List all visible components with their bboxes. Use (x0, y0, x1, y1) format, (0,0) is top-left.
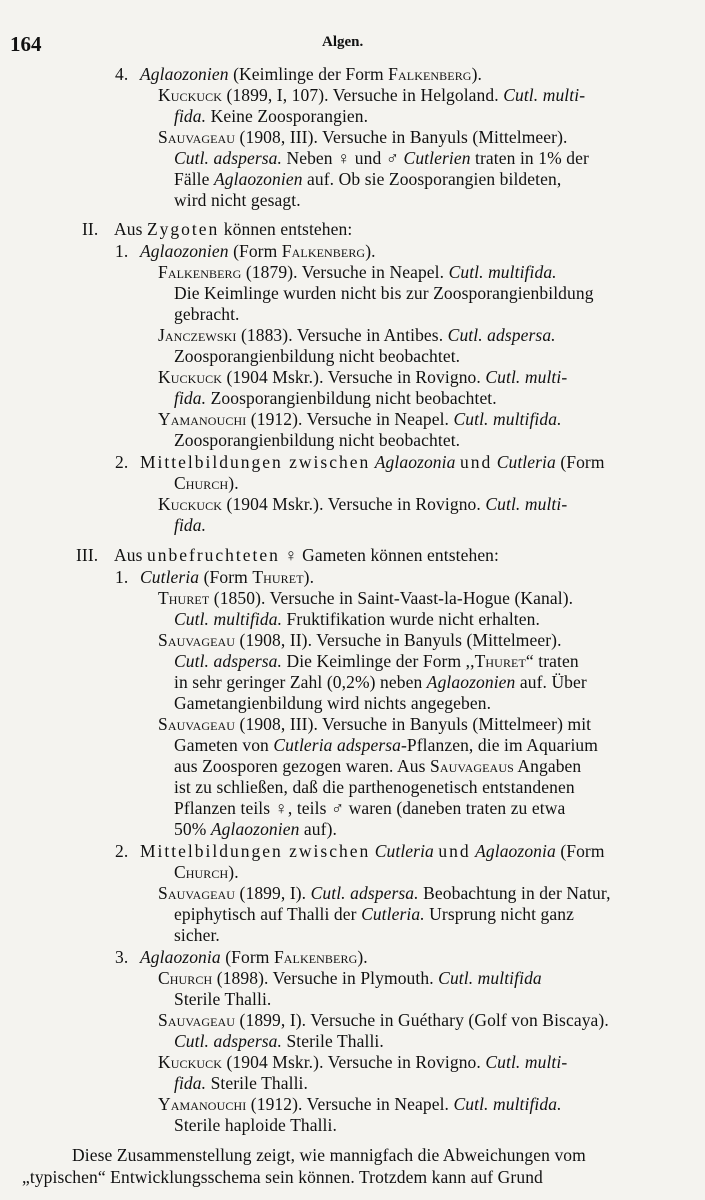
text-line: Cutl. adspersa. Neben ♀ und ♂ Cutlerien traten in 1% der (174, 148, 589, 168)
text-line: 50% Aglaozonien auf). (174, 819, 337, 839)
citation-church-1898: Church (1898). Versuche in Plymouth. Cutl. multifida (158, 968, 542, 988)
text-line: sicher. (174, 925, 220, 945)
text-line: Cutl. adspersa. Die Keimlinge der Form ,,Thuret“ traten (174, 651, 579, 671)
citation-kuckuck-1904-c: Kuckuck (1904 Mskr.). Versuche in Rovigno. Cutl. multi- (158, 1052, 568, 1072)
text-line: Fälle Aglaozonien auf. Ob sie Zoosporangien bildeten, (174, 169, 562, 189)
text-line: Gametangienbildung wird nichts angegeben. (174, 693, 492, 713)
text-line: Church). (174, 862, 239, 882)
section-III-heading: III. Aus unbefruchteten ♀ Gameten können entstehen: (76, 545, 499, 565)
text-line: Cutl. multifida. Fruktifikation wurde nicht erhalten. (174, 609, 540, 629)
text-line: Die Keimlinge wurden nicht bis zur Zoosporangienbildung (174, 283, 594, 303)
text-line: fida. Zoosporangienbildung nicht beobachtet. (174, 388, 497, 408)
citation-sauvageau-1908-III: Sauvageau (1908, III). Versuche in Banyuls (Mittelmeer) mit (158, 714, 592, 734)
text-line: Gameten von Cutleria adspersa-Pflanzen, die im Aquarium (174, 735, 598, 755)
citation-sauvageau-1908-II: Sauvageau (1908, II). Versuche in Banyuls (Mittelmeer). (158, 630, 562, 650)
citation-yamanouchi-1912: Yamanouchi (1912). Versuche in Neapel. Cutl. multifida. (158, 409, 562, 429)
text-line: Sterile Thalli. (174, 989, 272, 1009)
text-line: wird nicht gesagt. (174, 190, 301, 210)
text-line: Cutl. adspersa. Sterile Thalli. (174, 1031, 384, 1051)
item-number: 4. (115, 64, 129, 84)
citation-sauvageau-1899-b: Sauvageau (1899, I). Versuche in Guéthary (Golf von Biscaya). (158, 1010, 609, 1030)
citation-yamanouchi-1912-b: Yamanouchi (1912). Versuche in Neapel. Cutl. multifida. (158, 1094, 562, 1114)
item-III-1: 1. Cutleria (Form Thuret). (115, 567, 315, 587)
item-III-2: 2. Mittelbildungen zwischen Cutleria und Aglaozonia (Form (115, 841, 605, 861)
section-II-heading: II. Aus Zygoten können entstehen: (82, 219, 353, 239)
text-line: ist zu schließen, daß die parthenogenetisch entstandenen (174, 777, 575, 797)
text-line: Church). (174, 473, 239, 493)
item-II-1: 1. Aglaozonien (Form Falkenberg). (115, 241, 376, 261)
item-III-3: 3. Aglaozonia (Form Falkenberg). (115, 947, 368, 967)
citation-sauvageau-1899: Sauvageau (1899, I). Cutl. adspersa. Beobachtung in der Natur, (158, 883, 611, 903)
text-line: fida. Sterile Thalli. (174, 1073, 308, 1093)
citation-kuckuck-1899-cont: fida. Keine Zoosporangien. (174, 106, 369, 126)
closing-paragraph-line-1: Diese Zusammenstellung zeigt, wie mannigfach die Abweichungen vom (72, 1145, 586, 1165)
text-line: fida. (174, 515, 207, 535)
citation-kuckuck-1899: Kuckuck (1899, I, 107). Versuche in Helgoland. Cutl. multi- (158, 85, 586, 105)
page-body (0, 64, 705, 1189)
item-I-4 (0, 64, 705, 85)
citation-janczewski-1883: Janczewski (1883). Versuche in Antibes. Cutl. adspersa. (158, 325, 556, 345)
citation-falkenberg-1879: Falkenberg (1879). Versuche in Neapel. Cutl. multifida. (158, 262, 557, 282)
text-line: Zoosporangienbildung nicht beobachtet. (174, 346, 461, 366)
text-line: in sehr geringer Zahl (0,2%) neben Aglaozonien auf. Über (174, 672, 587, 692)
citation-kuckuck-1904: Kuckuck (1904 Mskr.). Versuche in Rovigno. Cutl. multi- (158, 367, 568, 387)
closing-paragraph-line-2: „typischen“ Entwicklungsschema sein können. Trotzdem kann auf Grund (22, 1167, 543, 1187)
text-line: gebracht. (174, 304, 240, 324)
text-line: Sterile haploide Thalli. (174, 1115, 337, 1135)
running-head: Algen. (322, 34, 364, 50)
item-II-2: 2. Mittelbildungen zwischen Aglaozonia und Cutleria (Form (115, 452, 605, 472)
citation-kuckuck-1904-b: Kuckuck (1904 Mskr.). Versuche in Rovigno. Cutl. multi- (158, 494, 568, 514)
text-line: Zoosporangienbildung nicht beobachtet. (174, 430, 461, 450)
text-line: epiphytisch auf Thalli der Cutleria. Ursprung nicht ganz (174, 904, 574, 924)
page-number: 164 (10, 32, 42, 56)
item-heading: Aglaozonien (Keimlinge der Form Falkenberg). (140, 64, 482, 84)
citation-sauvageau-1908: Sauvageau (1908, III). Versuche in Banyuls (Mittelmeer). (158, 127, 568, 147)
text-line: aus Zoosporen gezogen waren. Aus Sauvageaus Angaben (174, 756, 582, 776)
citation-thuret-1850: Thuret (1850). Versuche in Saint-Vaast-la-Hogue (Kanal). (158, 588, 574, 608)
text-line: Pflanzen teils ♀, teils ♂ waren (daneben traten zu etwa (174, 798, 566, 818)
